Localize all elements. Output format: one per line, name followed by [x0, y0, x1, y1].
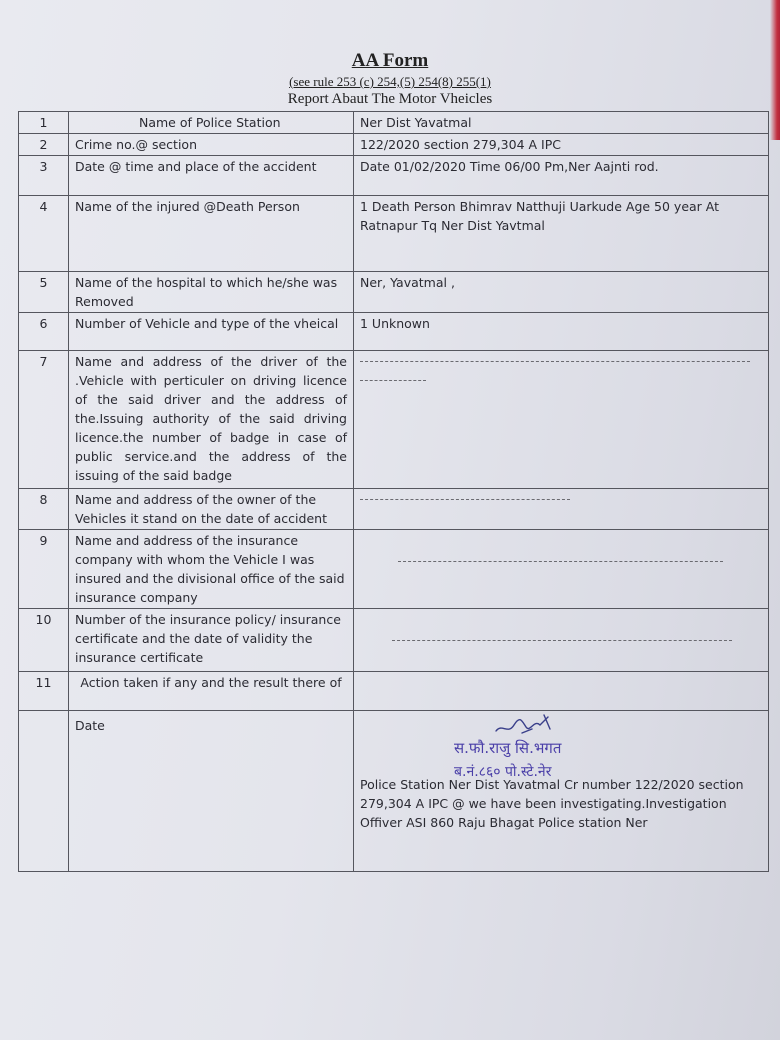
- table-row: [19, 272, 769, 313]
- table-row: [19, 489, 769, 530]
- row-value: 1 Unknown: [354, 313, 769, 351]
- form-rule-reference: (see rule 253 (c) 254,(5) 254(8) 255(1): [289, 74, 491, 89]
- signature-scribble: [492, 711, 562, 741]
- row-number: 11: [19, 672, 69, 711]
- row-value: [354, 351, 769, 489]
- row-number: 4: [19, 196, 69, 272]
- row-value: 1 Death Person Bhimrav Natthuji Uarkude Age 50 year At Ratnapur Tq Ner Dist Yavtmal: [354, 196, 769, 272]
- row-number: 8: [19, 489, 69, 530]
- row-value: [354, 530, 769, 609]
- row-label: Number of the insurance policy/ insurance certificate and the date of validity the insurance certificate: [69, 609, 354, 672]
- table-row-signature: [19, 711, 769, 872]
- form-title: AA Form: [351, 50, 429, 71]
- row-number: 2: [19, 134, 69, 156]
- table-row: [19, 530, 769, 609]
- row-value: [354, 609, 769, 672]
- table-row: [19, 672, 769, 711]
- row-value: Ner Dist Yavatmal: [354, 112, 769, 134]
- row-label: Number of Vehicle and type of the vheical: [69, 313, 354, 351]
- blank-line: [360, 361, 750, 362]
- table-row: [19, 609, 769, 672]
- date-label: Date: [75, 718, 105, 733]
- row-value: Date 01/02/2020 Time 06/00 Pm,Ner Aajnti rod.: [354, 156, 769, 196]
- row-label: Name and address of the driver of the .Vehicle with perticuler on driving licence of the said driver and the address of the.Issuing authority of the said driving licence.the number of badge in case of public service.and the address of the issuing of the said badge: [69, 351, 354, 489]
- row-number: 6: [19, 313, 69, 351]
- form-subtitle: Report Abaut The Motor Vheicles: [287, 91, 493, 107]
- row-label: Name and address of the insurance company with whom the Vehicle I was insured and the divisional office of the said insurance company: [69, 530, 354, 609]
- row-label: Name of the injured @Death Person: [69, 196, 354, 272]
- row-label: Name and address of the owner of the Vehicles it stand on the date of accident: [69, 489, 354, 530]
- table-row: [19, 112, 769, 134]
- row-label: Name of Police Station: [69, 112, 354, 134]
- row-number: 9: [19, 530, 69, 609]
- row-value: [354, 489, 769, 530]
- officer-stamp-name: स.फौ.राजु सि.भगत: [454, 739, 562, 757]
- blank-line: [360, 380, 426, 381]
- table-row: [19, 351, 769, 489]
- blank-line: [398, 561, 723, 562]
- signature-cell: [354, 711, 769, 872]
- row-number: 7: [19, 351, 69, 489]
- table-row: [19, 196, 769, 272]
- table-row: [19, 134, 769, 156]
- date-cell: [69, 711, 354, 872]
- row-number: 3: [19, 156, 69, 196]
- blank-line: [392, 640, 732, 641]
- row-label: Date @ time and place of the accident: [69, 156, 354, 196]
- table-row: [19, 313, 769, 351]
- row-label: Crime no.@ section: [69, 134, 354, 156]
- remarks-text: Police Station Ner Dist Yavatmal Cr number 122/2020 section 279,304 A IPC @ we have been investigating.Investigation Offiver ASI 860 Raju Bhagat Police station Ner: [360, 777, 744, 830]
- row-value: Ner, Yavatmal ,: [354, 272, 769, 313]
- row-number: 10: [19, 609, 69, 672]
- report-table: [18, 111, 769, 872]
- row-label: Name of the hospital to which he/she was Removed: [69, 272, 354, 313]
- row-value: 122/2020 section 279,304 A IPC: [354, 134, 769, 156]
- row-value: [354, 672, 769, 711]
- table-row: [19, 156, 769, 196]
- blank-line: [360, 499, 570, 500]
- row-label: Action taken if any and the result there of: [69, 672, 354, 711]
- row-number: 1: [19, 112, 69, 134]
- officer-stamp-badge: ब.नं.८६० पो.स्टे.नेर: [454, 764, 552, 780]
- row-number: 5: [19, 272, 69, 313]
